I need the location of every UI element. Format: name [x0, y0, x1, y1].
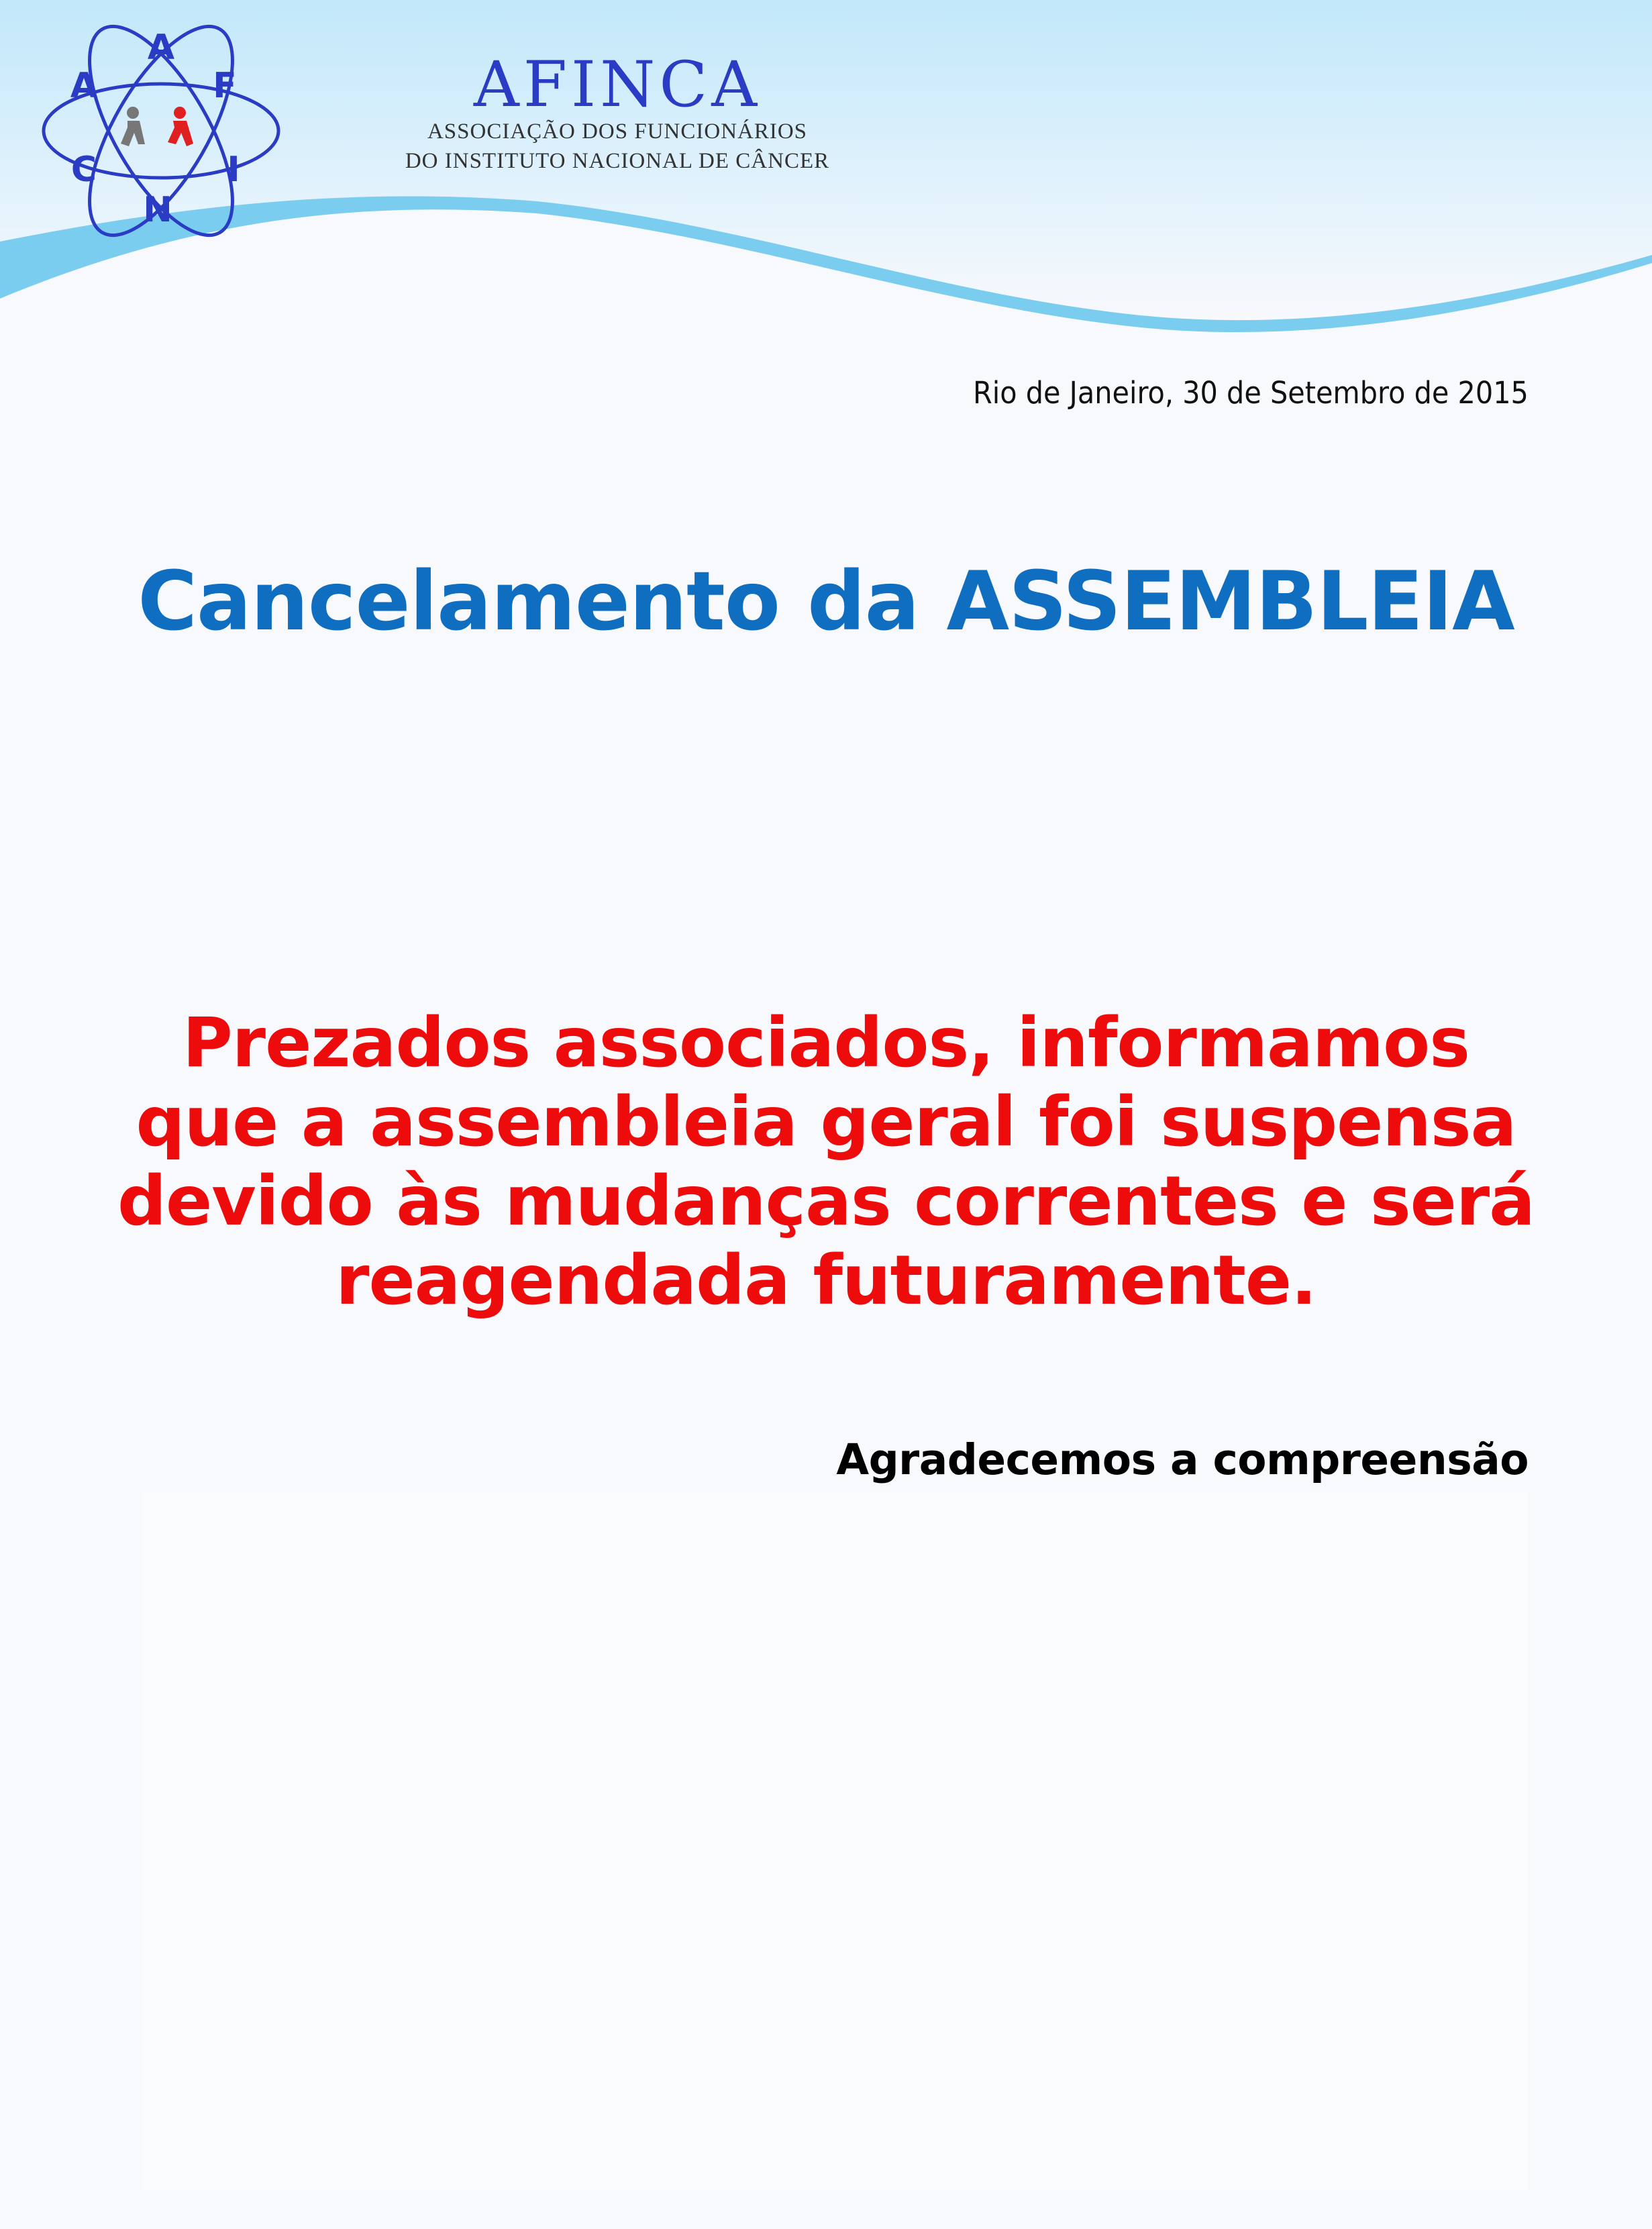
notice-line: reagendada futuramente. [335, 1241, 1317, 1320]
logo-letter: I [227, 150, 240, 190]
notice-line: devido às mudanças correntes e será [117, 1161, 1535, 1241]
organization-name: AFINCA [473, 48, 762, 121]
notice-line: que a assembleia geral foi suspensa [136, 1082, 1516, 1162]
document-title: Cancelamento da ASSEMBLEIA [138, 554, 1514, 649]
notice-line: Prezados associados, informamos [183, 1003, 1469, 1083]
blank-content-area [142, 1492, 1528, 2190]
logo-letter: F [213, 66, 237, 106]
logo-letter: A [147, 28, 175, 68]
organization-subtitle-line-1: ASSOCIAÇÃO DOS FUNCIONÁRIOS [427, 119, 808, 144]
logo-letter: C [70, 150, 97, 190]
logo-letter: A [70, 66, 98, 106]
organization-subtitle-line-2: DO INSTITUTO NACIONAL DE CÂNCER [405, 149, 830, 173]
date-line: Rio de Janeiro, 30 de Setembro de 2015 [973, 375, 1529, 411]
closing-text: Agradecemos a compreensão [836, 1435, 1529, 1484]
logo-letter: N [143, 190, 172, 230]
notice-paragraph [0, 1004, 1652, 1320]
